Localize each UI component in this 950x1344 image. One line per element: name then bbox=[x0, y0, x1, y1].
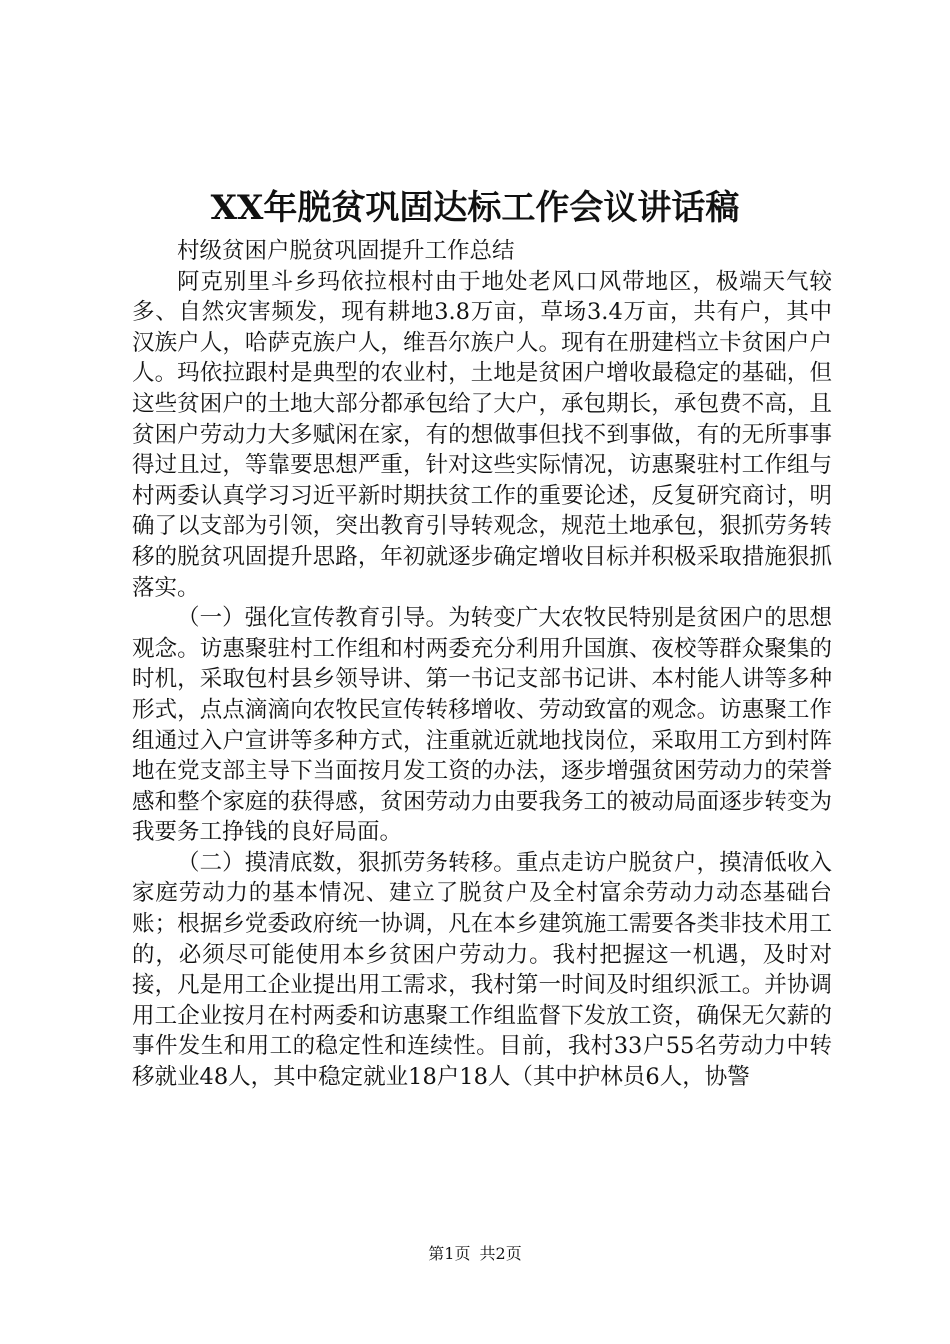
paragraph-section-1: （一）强化宣传教育引导。为转变广大农牧民特别是贫困户的思想观念。访惠聚驻村工作组和村两委充分利用升国旗、夜校等群众聚集的时机，采取包村县乡领导讲、第一书记支部书记讲、本村能人讲等多种形式，点点滴滴向农牧民宣传转移增收、劳动致富的观念。访惠聚工作组通过入户宣讲等多种方式，注重就近就地找岗位，采取用工方到村阵地在党支部主导下当面按月发工资的办法，逐步增强贫困劳动力的荣誉感和整个家庭的获得感，贫困劳动力由要我务工的被动局面逐步转变为我要务工挣钱的良好局面。 bbox=[132, 605, 832, 846]
paragraph-intro: 阿克别里斗乡玛依拉根村由于地处老风口风带地区，极端天气较多、自然灾害频发，现有耕地3.8万亩，草场3.4万亩，共有户，其中汉族户人，哈萨克族户人，维吾尔族户人。现有在册建档立卡贫困户户人。玛依拉跟村是典型的农业村，土地是贫困户增收最稳定的基础，但这些贫困户的土地大部分都承包给了大户，承包期长，承包费不高，且贫困户劳动力大多赋闲在家，有的想做事但找不到事做，有的无所事事得过且过，等靠要思想严重，针对这些实际情况，访惠聚驻村工作组与村两委认真学习习近平新时期扶贫工作的重要论述，反复研究商讨，明确了以支部为引领，突出教育引导转观念，规范土地承包，狠抓劳务转移的脱贫巩固提升思路，年初就逐步确定增收目标并积极采取措施狠抓落实。 bbox=[132, 268, 832, 601]
document-body bbox=[132, 236, 832, 1093]
paragraph-section-2: （二）摸清底数，狠抓劳务转移。重点走访户脱贫户，摸清低收入家庭劳动力的基本情况、建立了脱贫户及全村富余劳动力动态基础台账；根据乡党委政府统一协调，凡在本乡建筑施工需要各类非技术用工的，必须尽可能使用本乡贫困户劳动力。我村把握这一机遇，及时对接，凡是用工企业提出用工需求，我村第一时间及时组织派工。并协调用工企业按月在村两委和访惠聚工作组监督下发放工资，确保无欠薪的事件发生和用工的稳定性和连续性。目前，我村33户55名劳动力中转移就业48人，其中稳定就业18户18人（其中护林员6人，协警 bbox=[132, 849, 832, 1091]
paragraph-subtitle: 村级贫困户脱贫巩固提升工作总结 bbox=[177, 238, 515, 264]
page-footer: 第1页 共2页 bbox=[428, 1244, 522, 1263]
document-title: XX年脱贫巩固达标工作会议讲话稿 bbox=[210, 188, 740, 228]
